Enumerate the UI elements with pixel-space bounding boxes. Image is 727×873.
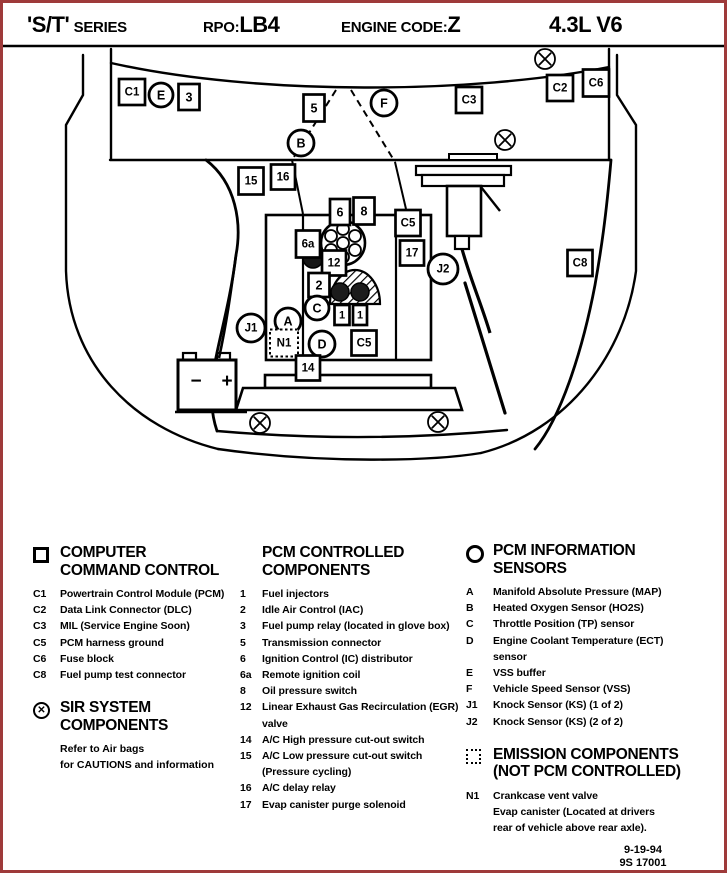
dashed-square-icon [466, 749, 481, 764]
legend-item-text: Transmission connector [262, 636, 382, 649]
legend-item [466, 600, 726, 616]
svg-text:N1: N1 [276, 337, 292, 350]
legend-item-text: Idle Air Control (IAC) [262, 604, 364, 617]
legend-item-text: Ignition Control (IC) distributor [262, 652, 413, 665]
marker-C [305, 296, 329, 320]
legend-item [466, 788, 726, 837]
legend-item [240, 683, 470, 699]
legend-section [240, 544, 470, 813]
rpo-code: RPO:LB4 [203, 12, 280, 37]
marker-sign [190, 371, 201, 392]
svg-text:+: + [221, 371, 233, 392]
svg-text:C3: C3 [461, 94, 477, 107]
legend-item-code: 14 [240, 733, 252, 746]
engine-displacement: 4.3L V6 [549, 12, 623, 37]
legend-item-code: 12 [240, 701, 252, 714]
legend-item [240, 748, 470, 780]
marker-X [535, 49, 555, 69]
legend-item-code: J2 [466, 715, 478, 728]
legend-item-code: A [466, 586, 474, 598]
legend-item [33, 635, 247, 651]
page-footer [563, 844, 723, 870]
legend-section [466, 542, 726, 730]
marker-X [495, 130, 515, 150]
svg-text:J2: J2 [436, 263, 450, 276]
svg-text:14: 14 [301, 362, 315, 375]
legend-item-code: J1 [466, 699, 478, 712]
legend-item [466, 584, 726, 600]
legend-item-code: 5 [240, 636, 246, 649]
legend-item-code: N1 [466, 789, 480, 802]
legend-item-text: Vehicle Speed Sensor (VSS) [493, 683, 631, 696]
legend-item-code: 8 [240, 685, 246, 698]
legend-item-text: Linear Exhaust Gas Recirculation (EGR) valve [262, 701, 459, 730]
legend-item-code: B [466, 602, 474, 615]
legend-item-code: E [466, 667, 473, 680]
legend-item-text: Knock Sensor (KS) (2 of 2) [493, 715, 623, 728]
engine-bay-diagram [3, 3, 727, 543]
legend-item-text: Crankcase vent valve Evap canister (Located at drivers rear of vehicle above rear axle). [493, 789, 655, 835]
marker-C3 [456, 87, 482, 113]
legend-item [240, 797, 470, 813]
square-icon [33, 547, 49, 563]
legend-item [240, 635, 470, 651]
legend-column-pcm-controlled-components [240, 544, 470, 813]
engine-code: ENGINE CODE:Z [341, 12, 461, 37]
svg-text:C2: C2 [552, 82, 568, 95]
svg-text:2: 2 [315, 278, 323, 293]
legend-item-code: 17 [240, 798, 252, 811]
marker-N1 [270, 330, 298, 357]
svg-text:17: 17 [405, 247, 419, 260]
battery-cable [219, 255, 236, 358]
svg-text:J1: J1 [244, 322, 258, 335]
legend-item-code: C6 [33, 652, 47, 665]
legend-item-text: Fuel injectors [262, 588, 329, 600]
marker-3 [179, 84, 200, 110]
marker-J2 [428, 254, 458, 284]
legend-item [466, 681, 726, 697]
legend-item [466, 697, 726, 713]
legend-item-code: 6a [240, 669, 252, 682]
marker-17 [400, 241, 424, 266]
legend-item [33, 618, 247, 634]
legend-item [240, 732, 470, 748]
legend-item-code: C [466, 618, 474, 631]
legend-item-text: VSS buffer [493, 667, 546, 680]
marker-B [288, 130, 314, 156]
legend-item-text: Fuse block [60, 652, 114, 665]
marker-C2 [547, 75, 573, 101]
legend-item [240, 699, 470, 731]
legend-section-title: SIR SYSTEM COMPONENTS [60, 699, 169, 734]
marker-1 [335, 305, 350, 325]
legend-item-code: 6 [240, 652, 246, 665]
legend-item-code: C8 [33, 669, 47, 682]
marker-16 [271, 165, 295, 190]
legend-item [240, 586, 470, 602]
legend-item-code: F [466, 683, 473, 696]
svg-text:1: 1 [356, 309, 364, 322]
legend-item-code: 15 [240, 750, 252, 763]
legend-item [466, 665, 726, 681]
battery [175, 353, 247, 412]
marker-J1 [237, 314, 265, 342]
marker-2 [309, 273, 330, 297]
svg-text:12: 12 [327, 257, 341, 270]
legend-item [466, 714, 726, 730]
legend-note: Refer to Air bags [60, 743, 145, 756]
legend-column-computer-command-control [33, 544, 247, 774]
marker-X [428, 412, 448, 432]
document-number: 9S 17001 [619, 857, 667, 869]
legend-section [33, 544, 247, 683]
marker-+ [221, 371, 232, 392]
svg-text:C8: C8 [572, 257, 588, 270]
svg-text:E: E [156, 88, 166, 103]
legend-item [466, 633, 726, 665]
legend-item-code: C1 [33, 588, 47, 600]
legend-item-text: Evap canister purge solenoid [262, 798, 406, 811]
legend-item-text: Knock Sensor (KS) (1 of 2) [493, 699, 623, 712]
series-title: 'S/T' SERIES [27, 12, 127, 37]
legend-item [33, 651, 247, 667]
legend-item-code: 1 [240, 588, 246, 600]
svg-text:1: 1 [338, 309, 346, 322]
legend-item-code: C2 [33, 604, 47, 617]
svg-text:C6: C6 [588, 77, 604, 90]
legend-item-text: Fuel pump test connector [60, 669, 186, 682]
x-circle-icon: ✕ [33, 702, 50, 719]
legend-item [33, 586, 247, 602]
legend-item [240, 651, 470, 667]
marker-14 [296, 356, 320, 381]
legend-item [240, 618, 470, 634]
marker-F [371, 90, 397, 116]
marker-6 [330, 199, 350, 225]
marker-C6 [583, 70, 609, 97]
legend-section [466, 746, 726, 837]
svg-text:A: A [283, 314, 293, 329]
svg-text:15: 15 [244, 175, 258, 188]
legend-section-title: COMPUTER COMMAND CONTROL [60, 544, 220, 579]
svg-text:F: F [380, 96, 388, 111]
svg-text:C5: C5 [356, 337, 372, 350]
legend-item [240, 602, 470, 618]
legend-section-title: PCM CONTROLLED COMPONENTS [262, 544, 405, 579]
legend-item [33, 602, 247, 618]
marker-8 [354, 198, 375, 225]
svg-text:3: 3 [185, 90, 193, 105]
svg-text:C5: C5 [400, 217, 416, 230]
marker-C1 [119, 79, 145, 105]
marker-6a [296, 231, 320, 258]
legend-item [33, 667, 247, 683]
legend-item-text: A/C delay relay [262, 782, 336, 795]
legend-item-text: Throttle Position (TP) sensor [493, 618, 635, 631]
legend-item-text: Engine Coolant Temperature (ECT) sensor [493, 634, 664, 663]
legend-item-code: C5 [33, 636, 47, 649]
legend-item-code: 2 [240, 604, 246, 617]
legend-item-code: 16 [240, 782, 252, 795]
legend-item-text: Remote ignition coil [262, 669, 361, 682]
marker-C5 [352, 331, 377, 356]
legend-item [466, 616, 726, 632]
svg-text:C1: C1 [124, 86, 140, 99]
legend-item-text: MIL (Service Engine Soon) [60, 620, 190, 633]
legend-item-text: A/C High pressure cut-out switch [262, 733, 425, 746]
marker-1 [353, 305, 367, 325]
svg-text:D: D [317, 337, 327, 352]
marker-C8 [568, 250, 593, 276]
legend-item-code: 3 [240, 620, 246, 633]
svg-text:C: C [312, 301, 322, 316]
marker-C5 [396, 210, 421, 236]
legend-note: for CAUTIONS and information [60, 759, 214, 772]
svg-text:−: − [190, 371, 202, 392]
legend-item-text: Manifold Absolute Pressure (MAP) [493, 586, 662, 598]
svg-text:5: 5 [310, 101, 318, 116]
circle-icon [466, 545, 484, 563]
marker-X [250, 413, 270, 433]
legend-item-text: PCM harness ground [60, 636, 164, 649]
svg-text:8: 8 [360, 204, 368, 219]
marker-15 [239, 168, 264, 195]
legend-section [33, 699, 247, 773]
legend-section-title: PCM INFORMATION SENSORS [493, 542, 636, 577]
legend-item-text: Powertrain Control Module (PCM) [60, 588, 225, 600]
legend-item-text: Oil pressure switch [262, 685, 357, 698]
svg-text:16: 16 [276, 171, 290, 184]
legend-item-code: D [466, 634, 474, 647]
revision-date: 9-19-94 [624, 844, 662, 856]
svg-text:6a: 6a [301, 238, 315, 251]
legend-section-title: EMISSION COMPONENTS (NOT PCM CONTROLLED) [493, 745, 681, 781]
legend-item-text: Heated Oxygen Sensor (HO2S) [493, 602, 644, 615]
legend-column-pcm-information-sensors [466, 542, 726, 836]
front-crossmembers [236, 375, 462, 410]
legend-item [240, 780, 470, 796]
svg-text:6: 6 [336, 205, 344, 220]
legend-item-text: Fuel pump relay (located in glove box) [262, 620, 450, 633]
marker-5 [304, 95, 325, 122]
legend-item [240, 667, 470, 683]
legend-item-text: Data Link Connector (DLC) [60, 604, 192, 617]
legend-item-code: C3 [33, 620, 47, 633]
legend-item-text: A/C Low pressure cut-out switch (Pressure cycling) [262, 750, 423, 779]
marker-D [309, 331, 335, 357]
svg-text:B: B [296, 136, 306, 151]
marker-E [149, 83, 173, 107]
